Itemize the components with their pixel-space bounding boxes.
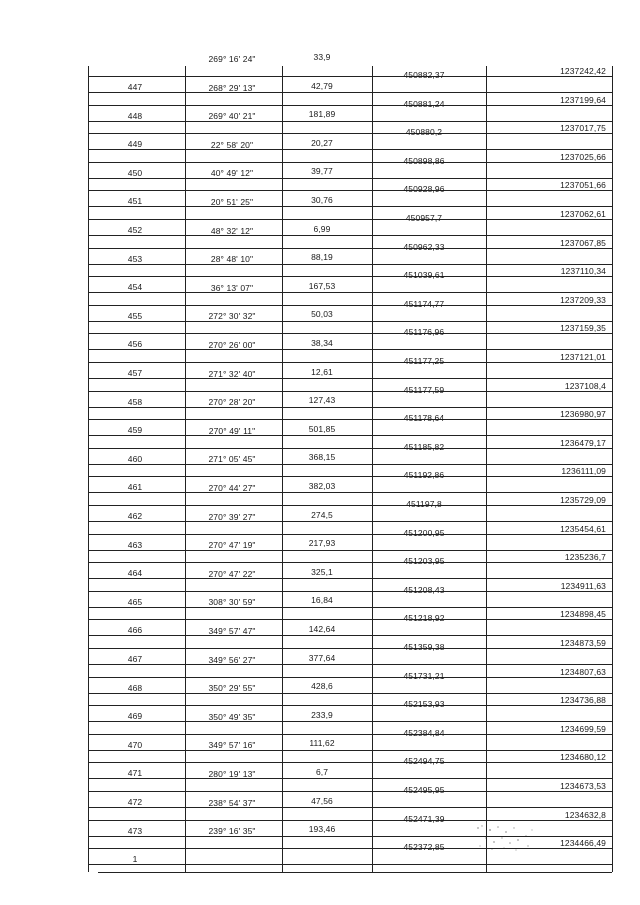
bearing-angle: 349° 57' 16" — [208, 740, 256, 751]
coordinate-y: 1235454,61 — [560, 523, 606, 534]
coordinate-x: 450880,2 — [405, 127, 443, 138]
bearing-angle: 22° 58' 20" — [210, 139, 254, 150]
point-number: 460 — [127, 453, 143, 464]
coordinate-x: 450882,37 — [403, 70, 445, 80]
segment-length: 428,6 — [311, 681, 333, 692]
row-rule — [88, 750, 612, 751]
row-rule — [88, 721, 612, 722]
coordinate-y: 1234736,88 — [560, 695, 606, 706]
segment-length: 42,79 — [311, 80, 333, 91]
bearing-angle: 239° 16' 35" — [208, 826, 256, 837]
bearing-angle: 268° 29' 13" — [208, 82, 256, 93]
bearing-angle: 270° 39' 27" — [208, 511, 256, 522]
bearing-angle: 270° 47' 19" — [208, 540, 256, 551]
point-number: 467 — [127, 654, 143, 664]
segment-length: 6,7 — [315, 767, 329, 777]
segment-length: 127,43 — [308, 395, 336, 406]
point-number: 451 — [127, 196, 143, 207]
row-rule — [88, 92, 612, 93]
row-rule — [88, 149, 612, 150]
bearing-angle: 272° 30' 32" — [208, 311, 256, 322]
coordinate-y: 1237121,01 — [560, 352, 606, 362]
bearing-angle: 270° 49' 11" — [208, 425, 256, 436]
row-rule — [88, 607, 612, 608]
point-number: 469 — [127, 711, 143, 722]
segment-length: 233,9 — [311, 709, 333, 720]
segment-length: 88,19 — [311, 252, 333, 263]
row-rule — [88, 264, 612, 265]
row-rule — [88, 378, 612, 379]
bearing-angle: 270° 28' 20" — [208, 397, 256, 408]
bearing-angle: 269° 40' 21" — [208, 111, 256, 122]
bearing-angle: 270° 26' 00" — [208, 340, 256, 350]
row-rule — [88, 407, 612, 408]
point-number: 468 — [127, 682, 143, 693]
row-rule — [88, 591, 612, 592]
row-rule — [88, 664, 612, 665]
row-rule — [88, 206, 612, 207]
coordinate-x: 450928,96 — [403, 184, 445, 195]
segment-length: 30,76 — [311, 195, 333, 205]
coordinate-x: 451177,59 — [403, 384, 445, 395]
coordinate-x: 451176,96 — [403, 327, 445, 338]
row-rule — [88, 162, 612, 163]
row-rule — [88, 807, 612, 808]
coordinate-x: 451197,8 — [406, 499, 442, 509]
column-rule — [612, 66, 613, 872]
coordinate-x: 451731,21 — [403, 670, 445, 681]
coordinate-y: 1237017,75 — [560, 123, 606, 134]
point-number: 455 — [127, 310, 143, 321]
row-rule — [88, 492, 612, 493]
row-rule — [98, 872, 612, 873]
row-rule — [88, 705, 612, 706]
point-number: 454 — [127, 282, 143, 293]
bearing-angle: 271° 05' 45" — [208, 454, 256, 465]
point-number: 461 — [127, 482, 143, 493]
point-number: 470 — [127, 739, 143, 750]
point-number: 449 — [127, 139, 143, 150]
row-rule — [88, 105, 612, 106]
coordinate-y: 1237108,4 — [564, 380, 606, 391]
bearing-angle: 40° 49' 12" — [210, 168, 254, 179]
coordinate-y: 1234680,12 — [560, 752, 606, 763]
coordinate-x: 451178,64 — [403, 413, 445, 424]
coordinate-y: 1237242,42 — [560, 66, 606, 76]
segment-length: 16,84 — [311, 595, 333, 606]
segment-length: 20,27 — [311, 137, 333, 148]
coordinate-y: 1234911,63 — [560, 580, 606, 591]
point-number: 464 — [127, 568, 143, 579]
row-rule — [88, 820, 612, 821]
row-rule — [88, 305, 612, 306]
row-rule — [88, 505, 612, 506]
column-rule — [372, 66, 373, 872]
coordinate-y: 1236111,09 — [561, 466, 606, 477]
coordinate-y: 1234807,63 — [560, 666, 606, 677]
segment-length: 6,99 — [313, 223, 331, 234]
row-rule — [88, 578, 612, 579]
coordinate-x: 452495,95 — [403, 785, 445, 795]
coordinate-x: 451218,92 — [403, 613, 445, 624]
coordinate-x: 450962,33 — [403, 241, 445, 252]
point-number: 466 — [127, 625, 143, 636]
point-number: 465 — [127, 596, 143, 607]
coordinate-y: 1234873,59 — [560, 638, 606, 648]
coordinate-y: 1237159,35 — [560, 323, 606, 334]
segment-length: 501,85 — [308, 423, 336, 434]
point-number: 457 — [127, 368, 143, 378]
row-rule — [88, 419, 612, 420]
row-rule — [88, 693, 612, 694]
segment-length: 38,34 — [311, 338, 333, 348]
row-rule — [88, 133, 612, 134]
segment-length: 39,77 — [311, 166, 333, 177]
segment-length: 382,03 — [308, 481, 336, 491]
segment-length: 325,1 — [311, 566, 333, 577]
coordinate-y: 1234673,53 — [560, 781, 606, 791]
row-rule — [88, 292, 612, 293]
coordinate-x: 451200,95 — [403, 527, 445, 538]
row-rule — [88, 791, 612, 792]
row-rule — [88, 778, 612, 779]
bearing-angle: 270° 44' 27" — [208, 483, 256, 493]
row-rule — [88, 333, 612, 334]
coordinate-y: 1237025,66 — [560, 151, 606, 162]
point-number: 459 — [127, 425, 143, 436]
bearing-angle: 28° 48' 10" — [210, 254, 254, 265]
segment-length: 12,61 — [311, 366, 333, 377]
coordinate-x: 450898,86 — [403, 155, 445, 166]
coordinate-x: 452153,93 — [403, 699, 445, 710]
segment-length: 167,53 — [308, 280, 336, 291]
coordinate-x: 452494,75 — [403, 756, 445, 767]
segment-length: 181,89 — [308, 109, 336, 120]
row-rule — [88, 435, 612, 436]
row-rule — [88, 219, 612, 220]
row-rule — [88, 836, 612, 837]
bearing-angle: 270° 47' 22" — [208, 568, 256, 579]
row-rule — [88, 619, 612, 620]
coordinate-x: 451039,61 — [403, 270, 445, 281]
segment-length: 111,62 — [309, 738, 335, 749]
row-rule — [88, 121, 612, 122]
row-rule — [88, 550, 612, 551]
segment-length: 193,46 — [308, 824, 336, 835]
column-rule — [282, 66, 283, 872]
bearing-angle: 271° 32' 40" — [208, 368, 256, 379]
segment-length: 33,9 — [313, 52, 331, 62]
point-number: 462 — [127, 511, 143, 521]
row-rule — [88, 734, 612, 735]
coordinate-y: 1236980,97 — [560, 409, 606, 420]
coordinate-y: 1237209,33 — [560, 294, 606, 305]
point-number: 448 — [127, 110, 143, 121]
row-rule — [88, 534, 612, 535]
row-rule — [88, 464, 612, 465]
segment-length: 47,56 — [311, 795, 333, 806]
bearing-angle: 20° 51' 25" — [210, 197, 254, 207]
row-rule — [88, 391, 612, 392]
point-number: 452 — [127, 225, 143, 235]
bearing-angle: 280° 19' 13" — [208, 769, 256, 779]
bearing-angle: 349° 57' 47" — [208, 626, 256, 636]
point-number: 463 — [127, 539, 143, 550]
segment-length: 368,15 — [308, 452, 336, 463]
point-number: 450 — [127, 167, 143, 178]
coordinate-x: 451203,95 — [403, 556, 445, 567]
coordinate-x: 451192,86 — [403, 470, 445, 481]
point-number: 472 — [127, 797, 143, 807]
bearing-angle: 238° 54' 37" — [208, 797, 256, 808]
coordinate-x: 451185,82 — [403, 441, 445, 452]
row-rule — [88, 648, 612, 649]
coordinate-y: 1234699,59 — [560, 723, 606, 734]
row-rule — [88, 848, 612, 849]
row-rule — [88, 864, 612, 865]
coordinate-y: 1237067,85 — [560, 237, 606, 248]
coordinate-y: 1237110,34 — [560, 266, 606, 277]
coordinate-y: 1237199,64 — [560, 94, 606, 105]
row-rule — [88, 248, 612, 249]
coordinate-y: 1234466,49 — [560, 838, 606, 849]
coordinate-x: 451208,43 — [403, 584, 445, 595]
bearing-angle: 350° 49' 35" — [208, 711, 256, 722]
point-number: 458 — [127, 396, 143, 407]
segment-length: 274,5 — [311, 509, 333, 520]
row-rule — [88, 178, 612, 179]
coordinate-x: 450957,7 — [405, 213, 443, 223]
coordinate-y: 1235729,09 — [560, 495, 606, 505]
row-rule — [88, 562, 612, 563]
bearing-angle: 350° 29' 55" — [208, 683, 256, 694]
segment-length: 50,03 — [311, 309, 333, 320]
bearing-angle: 349° 56' 27" — [208, 654, 256, 665]
point-number: 471 — [127, 768, 143, 779]
row-rule — [88, 190, 612, 191]
column-rule — [185, 66, 186, 872]
coordinate-x: 451359,38 — [403, 642, 445, 652]
coordinate-x: 452372,85 — [403, 842, 445, 853]
row-rule — [88, 321, 612, 322]
coordinate-y: 1237051,66 — [560, 180, 606, 191]
bearing-angle: 48° 32' 12" — [210, 225, 254, 236]
point-number: 453 — [127, 253, 143, 264]
row-rule — [88, 762, 612, 763]
row-rule — [88, 235, 612, 236]
coordinate-x: 451174,77 — [403, 298, 445, 309]
bearing-angle: 308° 30' 59" — [208, 597, 256, 608]
row-rule — [88, 677, 612, 678]
row-rule — [88, 76, 612, 77]
coordinate-y: 1234632,8 — [564, 809, 606, 820]
coordinate-y: 1235236,7 — [564, 552, 606, 563]
coordinate-x: 452384,84 — [403, 727, 445, 738]
coordinate-y: 1234898,45 — [560, 609, 606, 620]
point-number: 473 — [127, 825, 143, 836]
coordinate-x: 450881,24 — [403, 98, 445, 109]
row-rule — [88, 635, 612, 636]
row-rule — [88, 521, 612, 522]
coordinate-x: 452471,39 — [403, 813, 445, 824]
row-rule — [88, 276, 612, 277]
row-rule — [88, 476, 612, 477]
coordinate-y: 1236479,17 — [560, 437, 606, 448]
point-number: 456 — [127, 339, 143, 350]
segment-length: 377,64 — [308, 652, 336, 663]
column-rule — [88, 66, 89, 872]
segment-length: 217,93 — [308, 538, 336, 549]
bearing-angle: 36° 13' 07" — [210, 282, 254, 293]
row-rule — [88, 349, 612, 350]
row-rule — [88, 362, 612, 363]
row-rule — [88, 448, 612, 449]
segment-length: 142,64 — [308, 624, 336, 634]
coordinate-x: 451177,25 — [403, 356, 445, 366]
point-number: 1 — [132, 854, 138, 865]
point-number: 447 — [127, 82, 143, 92]
bearing-angle: 269° 16' 24" — [208, 54, 256, 64]
coordinate-y: 1237062,61 — [560, 209, 606, 219]
